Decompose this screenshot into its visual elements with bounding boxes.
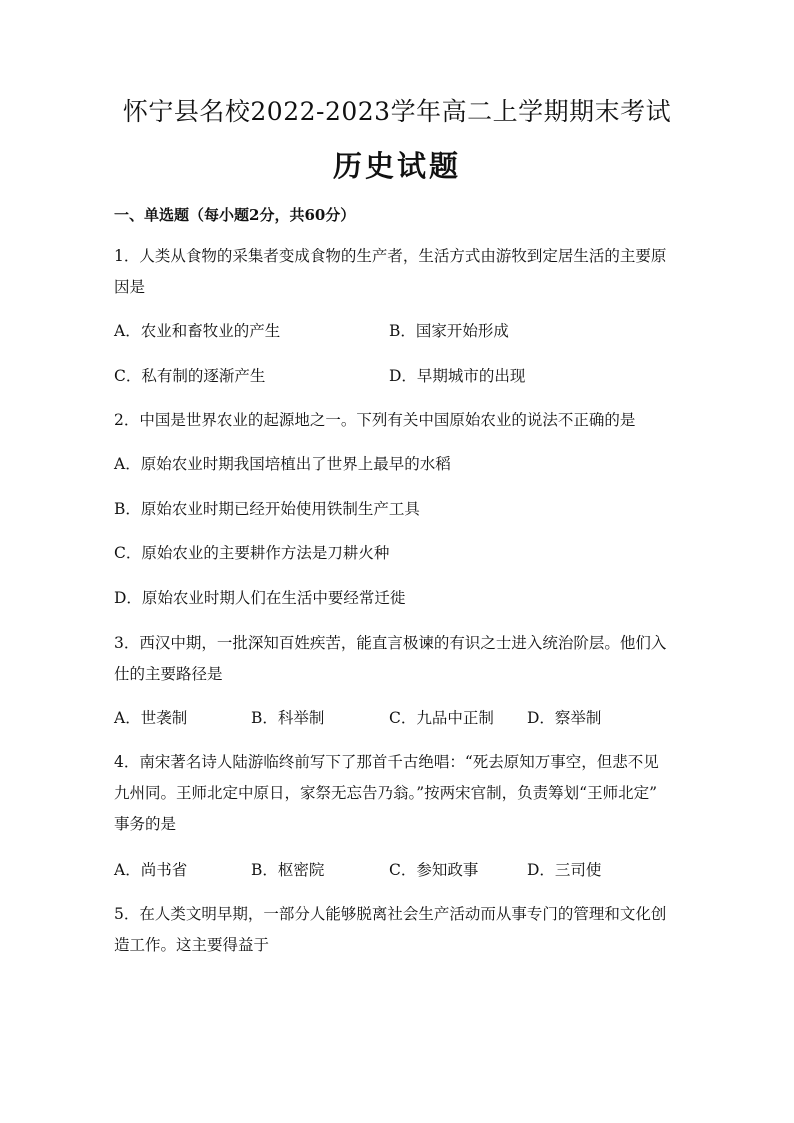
exam-subtitle: 历史试题 [332,149,461,183]
exam-title: 怀宁县名校2022-2023学年高二上学期期末考试 [122,97,672,126]
question-1-option-d: D．早期城市的出现 [389,367,526,385]
question-2-option-b: B．原始农业时期已经开始使用铁制生产工具 [114,500,420,518]
question-3-line-1: 3．西汉中期，一批深知百姓疾苦，能直言极谏的有识之士进入统治阶层。他们入 [114,634,667,652]
question-4-line-1: 4．南宋著名诗人陆游临终前写下了那首千古绝唱：“死去原知万事空，但悲不见 [114,753,659,771]
question-4-option-d: D．三司使 [527,861,602,879]
question-3-option-c: C．九品中正制 [389,709,494,727]
question-1-line-1: 1．人类从食物的采集者变成食物的生产者，生活方式由游牧到定居生活的主要原 [114,247,667,265]
question-4-option-a: A．尚书省 [114,861,188,879]
question-3-option-b: B．科举制 [251,709,325,727]
question-4-line-2: 九州同。王师北定中原日，家祭无忘告乃翁。”按两宋官制，负责筹划“王师北定” [114,784,658,802]
question-3-option-a: A．世袭制 [114,709,188,727]
question-1-option-a: A．农业和畜牧业的产生 [114,322,281,340]
question-3-line-2: 仕的主要路径是 [114,665,223,683]
question-2-option-d: D．原始农业时期人们在生活中要经常迁徙 [114,589,406,607]
section-heading: 一、单选题（每小题2分，共60分） [114,206,356,224]
question-5-line-1: 5．在人类文明早期，一部分人能够脱离社会生产活动而从事专门的管理和文化创 [114,905,667,923]
question-4-option-b: B．枢密院 [251,861,325,879]
question-4-option-c: C．参知政事 [389,861,479,879]
question-2-line-1: 2．中国是世界农业的起源地之一。下列有关中国原始农业的说法不正确的是 [114,411,636,429]
question-5-line-2: 造工作。这主要得益于 [114,936,270,954]
question-2-option-c: C．原始农业的主要耕作方法是刀耕火种 [114,544,390,562]
question-4-line-3: 事务的是 [114,815,177,833]
question-2-option-a: A．原始农业时期我国培植出了世界上最早的水稻 [114,455,451,473]
question-3-option-d: D．察举制 [527,709,602,727]
question-1-option-b: B．国家开始形成 [389,322,509,340]
question-1-line-2: 因是 [114,278,146,296]
question-1-option-c: C．私有制的逐渐产生 [114,367,266,385]
